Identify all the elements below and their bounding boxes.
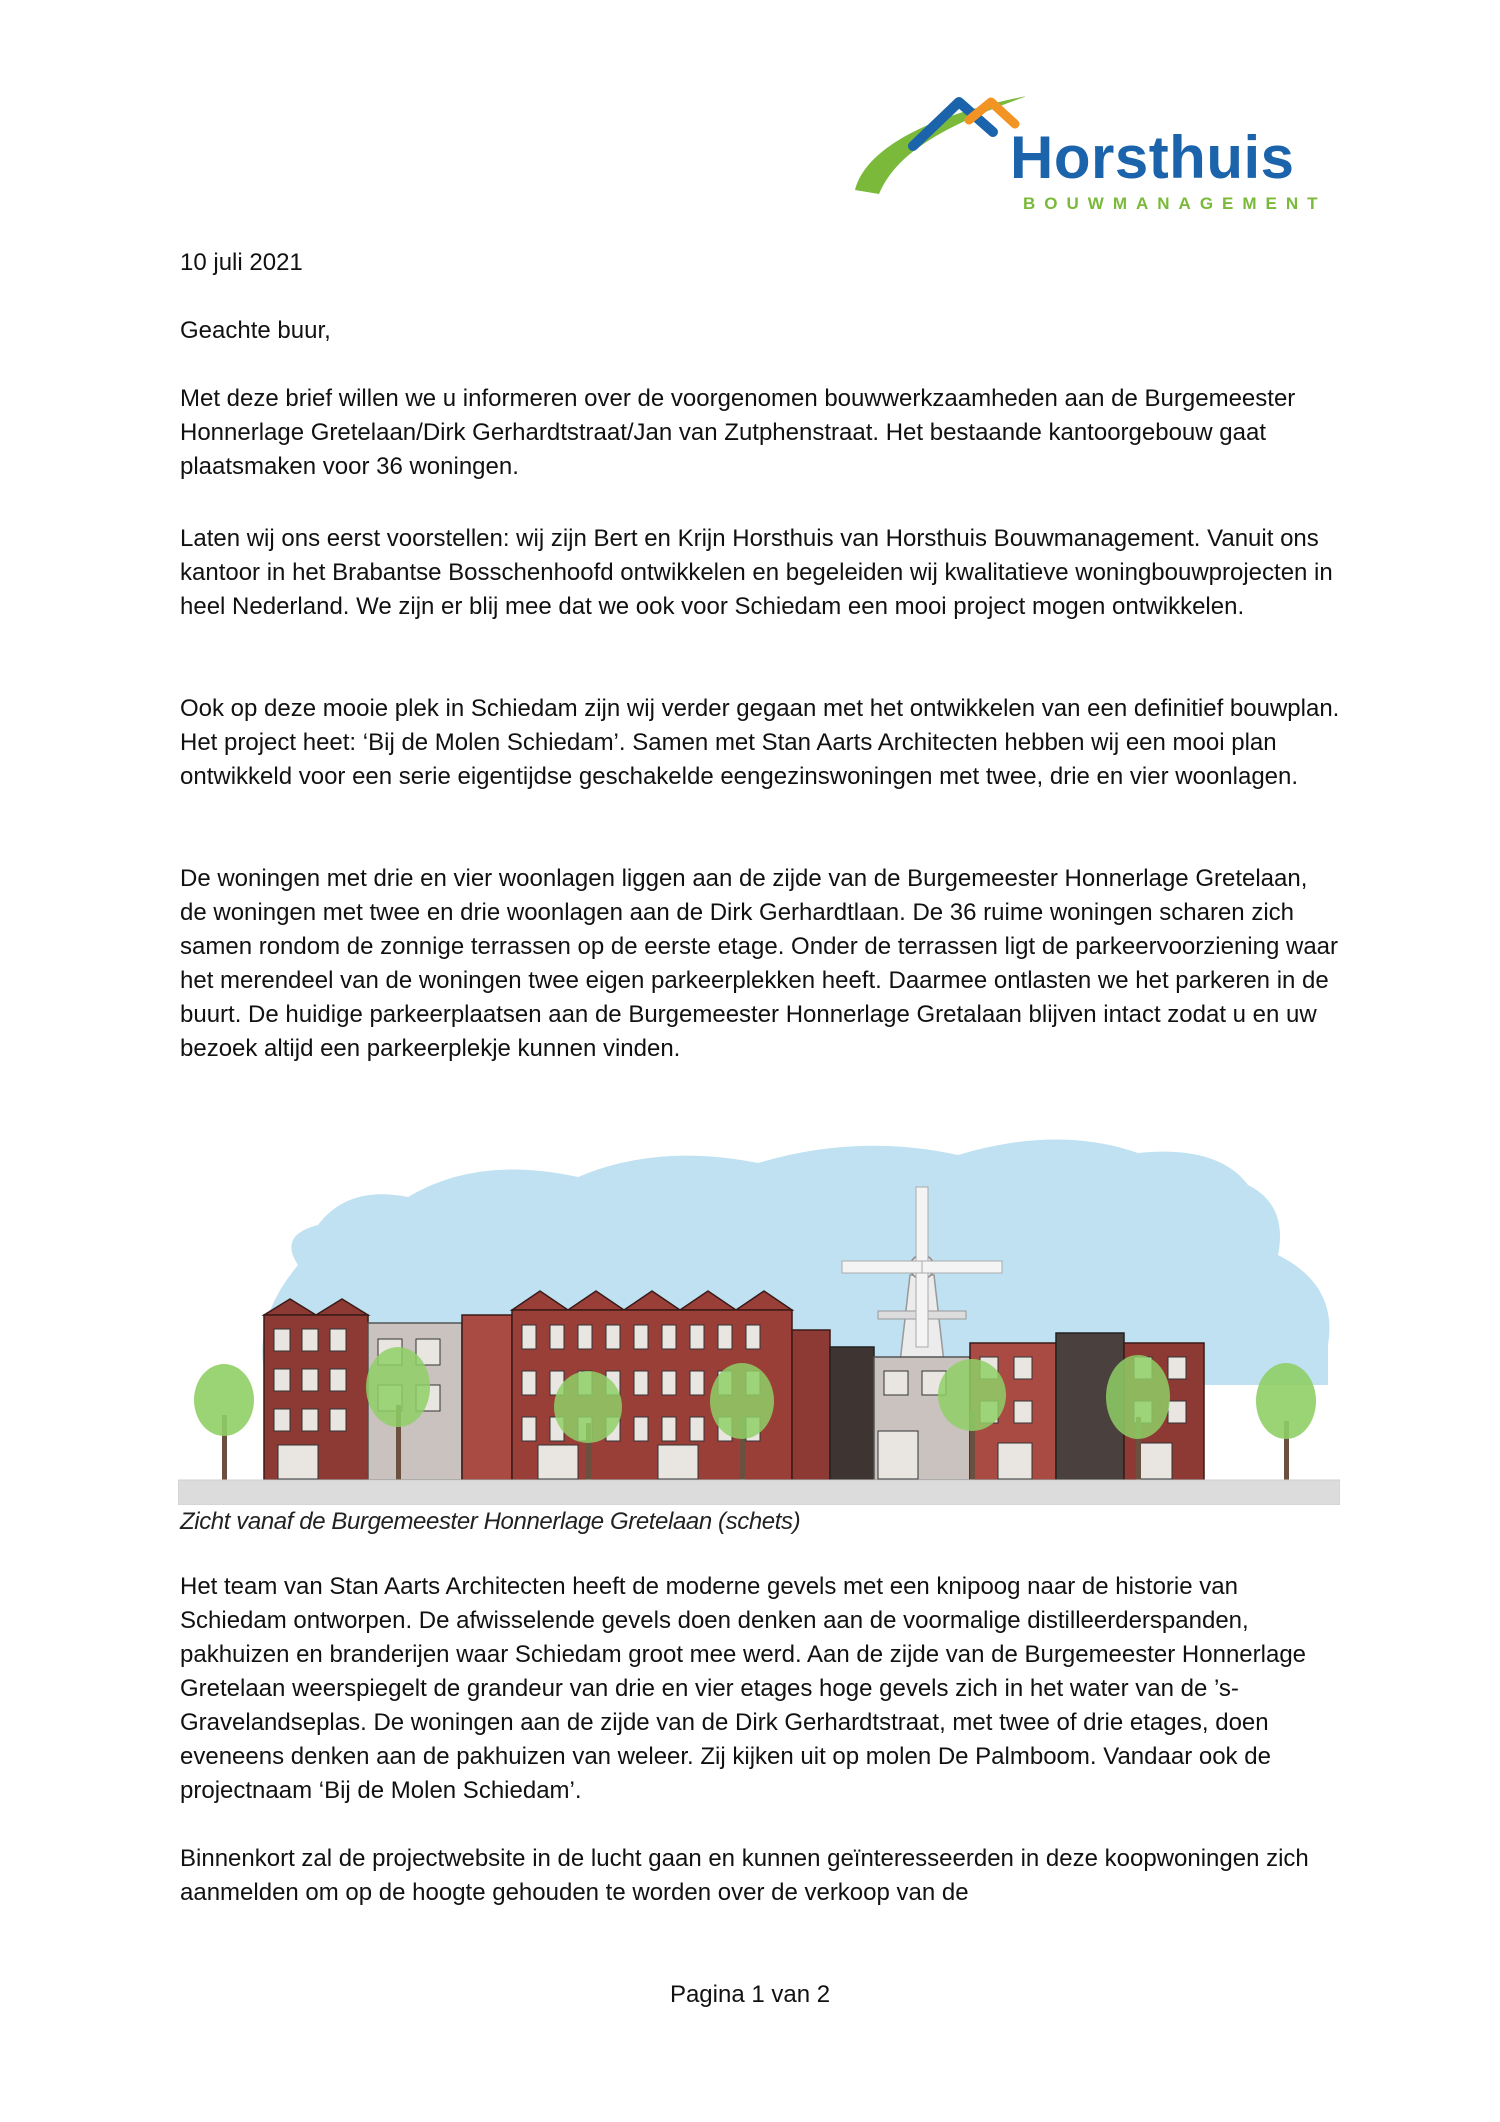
letter-salutation: Geachte buur, — [180, 317, 331, 344]
paragraph-architecture: Het team van Stan Aarts Architecten heeft de moderne gevels met een knipoog naar de historie van Schiedam ontworpen. De afwisselende gevels doen denken aan de voormalige distilleerderspanden, pakhuizen en branderijen waar Schiedam groot mee werd. Aan de zijde van de Burgemeester Honnerlage Gretelaan weerspiegelt de grandeur van drie en vier etages hoge gevels zich in het water van de ’s-Gravelandseplas. De woningen aan de zijde van de Dirk Gerhardtstraat, met twee of drie etages, doen eveneens denken aan de pakhuizen van weleer. Zij kijken uit op molen De Palmboom. Vandaar ook de projectnaam ‘Bij de Molen Schiedam’. — [180, 1573, 1307, 1804]
company-logo — [855, 88, 1335, 228]
letter-date: 10 juli 2021 — [180, 249, 303, 276]
paragraph-layout: De woningen met drie en vier woonlagen liggen aan de zijde van de Burgemeester Honnerlage Gretelaan, de woningen met twee en drie woonlagen aan de Dirk Gerhardtlaan. De 36 ruime woningen scharen zich samen rondom de zonnige terrassen op de eerste etage. Onder de terrassen ligt de parkeervoorziening waar het merendeel van de woningen twee eigen parkeerplekken heeft. Daarmee ontlasten we het parkeren in de buurt. De huidige parkeerplaatsen aan de Burgemeester Honnerlage Gretalaan blijven intact zodat u en uw bezoek altijd een parkeerplekje kunnen vinden. — [180, 865, 1339, 1062]
paragraph-project: Ook op deze mooie plek in Schiedam zijn wij verder gegaan met het ontwikkelen van een definitief bouwplan. Het project heet: ‘Bij de Molen Schiedam’. Samen met Stan Aarts Architecten hebben wij een mooi plan ontwikkeld voor een serie eigentijdse geschakelde eengezinswoningen met twee, drie en vier woonlagen. — [180, 695, 1340, 790]
logo-wordmark: Horsthuis — [1010, 124, 1295, 191]
figure-caption: Zicht vanaf de Burgemeester Honnerlage Gretelaan (schets) — [180, 1508, 801, 1535]
street-view-sketch — [178, 1125, 1340, 1505]
paragraph-intro: Met deze brief willen we u informeren over de voorgenomen bouwwerkzaamheden aan de Burgemeester Honnerlage Gretelaan/Dirk Gerhardtstraat/Jan van Zutphenstraat. Het bestaande kantoorgebouw gaat plaatsmaken voor 36 woningen. — [180, 385, 1296, 480]
paragraph-introduction-company: Laten wij ons eerst voorstellen: wij zijn Bert en Krijn Horsthuis van Horsthuis Bouwmanagement. Vanuit ons kantoor in het Brabantse Bosschenhoofd ontwikkelen en begeleiden wij kwalitatieve woningbouwprojecten in heel Nederland. We zijn er blij mee dat we ook voor Schiedam een mooi project mogen ontwikkelen. — [180, 525, 1333, 620]
paragraph-website: Binnenkort zal de projectwebsite in de lucht gaan en kunnen geïnteresseerden in deze koopwoningen zich aanmelden om op de hoogte gehouden te worden over de verkoop van de — [180, 1845, 1309, 1906]
page-number: Pagina 1 van 2 — [669, 1981, 831, 2008]
logo-tagline: BOUWMANAGEMENT — [1023, 194, 1327, 213]
house-swoosh-icon — [855, 88, 1025, 198]
street-ground — [178, 1480, 1340, 1505]
